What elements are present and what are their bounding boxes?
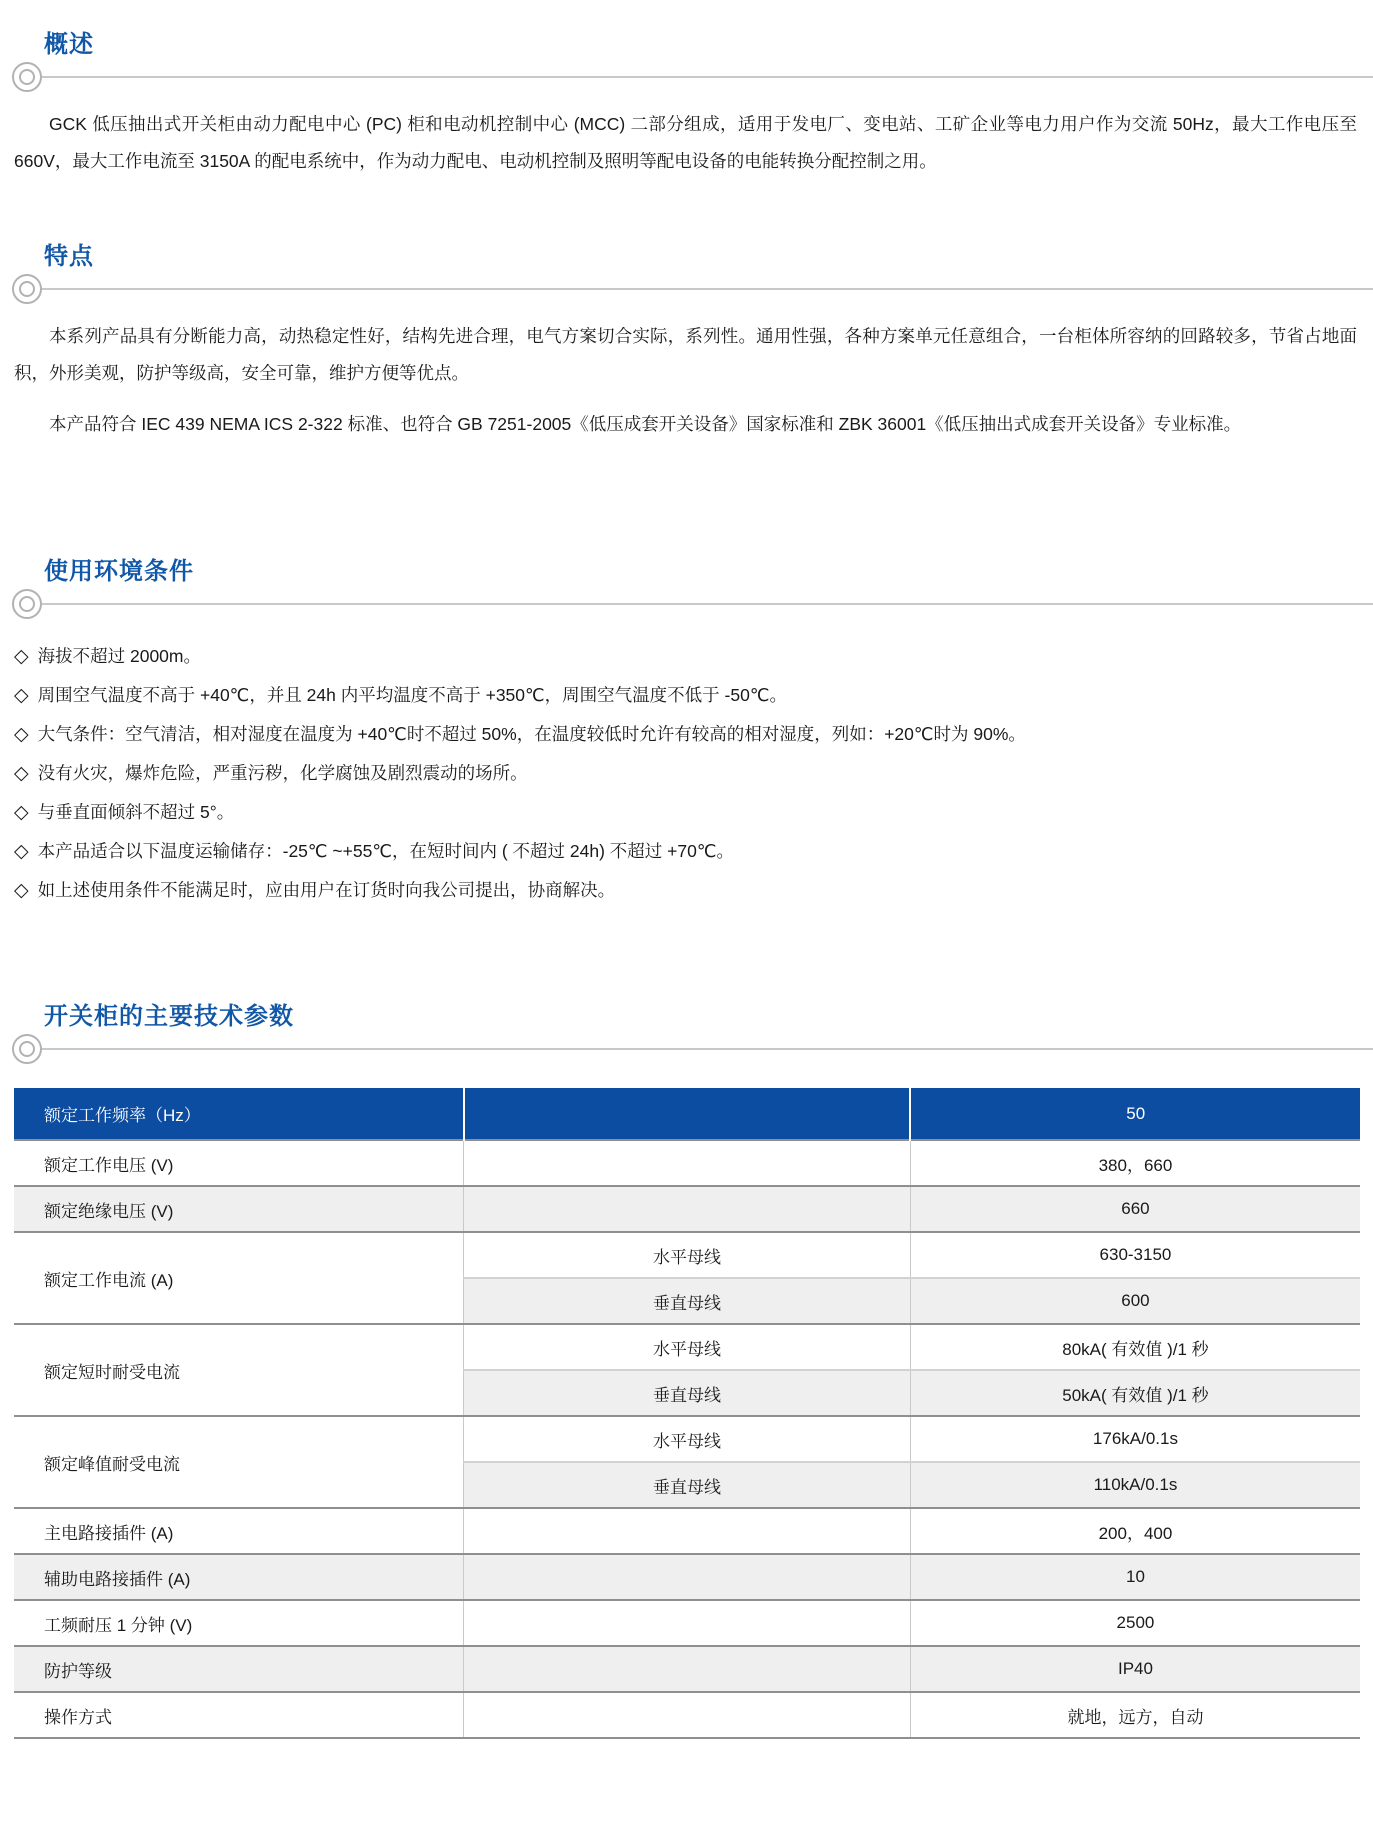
row-sub-cell: 水平母线 [464, 1232, 911, 1278]
parameters-rule-row [12, 1034, 1373, 1064]
table-row [14, 1554, 1360, 1600]
environment-item [14, 715, 1357, 754]
row-value-cell: 630-3150 [910, 1232, 1360, 1278]
row-value-cell: IP40 [910, 1646, 1360, 1692]
section-features [0, 236, 1373, 443]
row-label-cell: 主电路接插件 (A) [14, 1508, 464, 1554]
ring-icon [12, 62, 42, 92]
overview-paragraph: GCK 低压抽出式开关柜由动力配电中心 (PC) 柜和电动机控制中心 (MCC) 二部分组成，适用于发电厂、变电站、工矿企业等电力用户作为交流 50Hz，最大工作电压至 660V，最大工作电流至 3150A 的配电系统中，作为动力配电、电动机控制及照明等配电设备的电能转换分配控制之用。 [14, 114, 1357, 171]
horizontal-rule [42, 288, 1373, 290]
row-value-cell: 380，660 [910, 1140, 1360, 1186]
row-label-cell: 工频耐压 1 分钟 (V) [14, 1600, 464, 1646]
features-header [0, 236, 1373, 304]
environment-item-text: 与垂直面倾斜不超过 5°。 [37, 802, 235, 822]
row-label-cell: 额定峰值耐受电流 [14, 1416, 464, 1508]
diamond-bullet-icon: ◇ [14, 763, 29, 784]
table-row [14, 1416, 1360, 1462]
environment-item [14, 676, 1357, 715]
table-header-row [14, 1088, 1360, 1140]
row-label-cell: 额定工作电压 (V) [14, 1140, 464, 1186]
section-overview [0, 0, 1373, 180]
diamond-bullet-icon: ◇ [14, 880, 29, 901]
table-row [14, 1646, 1360, 1692]
row-sub-cell [464, 1508, 911, 1554]
row-label-cell: 防护等级 [14, 1646, 464, 1692]
environment-item [14, 793, 1357, 832]
row-label-cell: 辅助电路接插件 (A) [14, 1554, 464, 1600]
environment-item-text: 没有火灾，爆炸危险，严重污秽，化学腐蚀及剧烈震动的场所。 [37, 763, 528, 783]
environment-item-text: 大气条件：空气清洁，相对湿度在温度为 +40℃时不超过 50%，在温度较低时允许有较高的相对湿度，列如：+20℃时为 90%。 [37, 724, 1026, 744]
overview-header [0, 24, 1373, 92]
section-parameters [0, 996, 1373, 1739]
horizontal-rule [42, 603, 1373, 605]
diamond-bullet-icon: ◇ [14, 724, 29, 745]
features-paragraph-1: 本系列产品具有分断能力高，动热稳定性好，结构先进合理，电气方案切合实际，系列性。通用性强，各种方案单元任意组合，一台柜体所容纳的回路较多，节省占地面积，外形美观，防护等级高，安全可靠，维护方便等优点。 [14, 326, 1357, 383]
features-paragraph-2: 本产品符合 IEC 439 NEMA ICS 2-322 标准、也符合 GB 7251-2005《低压成套开关设备》国家标准和 ZBK 36001《低压抽出式成套开关设备》专业标准。 [49, 414, 1242, 434]
row-sub-cell: 水平母线 [464, 1416, 911, 1462]
row-value-cell: 50kA( 有效值 )/1 秒 [910, 1370, 1360, 1416]
horizontal-rule [42, 1048, 1373, 1050]
row-sub-cell: 垂直母线 [464, 1462, 911, 1508]
environment-item [14, 871, 1357, 910]
row-value-cell: 600 [910, 1278, 1360, 1324]
horizontal-rule [42, 76, 1373, 78]
diamond-bullet-icon: ◇ [14, 802, 29, 823]
row-value-cell: 就地，远方，自动 [910, 1692, 1360, 1738]
row-label-cell: 额定工作电流 (A) [14, 1232, 464, 1324]
overview-title: 概述 [44, 31, 94, 58]
ring-icon [12, 589, 42, 619]
table-row [14, 1186, 1360, 1232]
row-value-cell: 200，400 [910, 1508, 1360, 1554]
environment-item-text: 本产品适合以下温度运输储存：-25℃ ~+55℃，在短时间内 ( 不超过 24h) 不超过 +70℃。 [37, 841, 734, 861]
table-row [14, 1692, 1360, 1738]
row-sub-cell [464, 1692, 911, 1738]
table-row [14, 1232, 1360, 1278]
header-label-cell: 额定工作频率（Hz） [14, 1088, 464, 1140]
ring-inner-icon [19, 281, 35, 297]
ring-inner-icon [19, 1041, 35, 1057]
ring-icon [12, 1034, 42, 1064]
row-sub-cell [464, 1646, 911, 1692]
row-sub-cell [464, 1186, 911, 1232]
row-value-cell: 10 [910, 1554, 1360, 1600]
overview-rule-row [12, 62, 1373, 92]
section-environment [0, 551, 1373, 910]
ring-inner-icon [19, 596, 35, 612]
table-row [14, 1140, 1360, 1186]
diamond-bullet-icon: ◇ [14, 646, 29, 667]
row-sub-cell: 垂直母线 [464, 1370, 911, 1416]
row-sub-cell [464, 1554, 911, 1600]
row-value-cell: 110kA/0.1s [910, 1462, 1360, 1508]
environment-item-text: 海拔不超过 2000m。 [37, 646, 201, 666]
row-sub-cell: 垂直母线 [464, 1278, 911, 1324]
row-value-cell: 2500 [910, 1600, 1360, 1646]
diamond-bullet-icon: ◇ [14, 685, 29, 706]
environment-item-text: 如上述使用条件不能满足时，应由用户在订货时向我公司提出，协商解决。 [37, 880, 616, 900]
environment-title: 使用环境条件 [44, 558, 194, 585]
table-row [14, 1324, 1360, 1370]
row-value-cell: 660 [910, 1186, 1360, 1232]
environment-header [0, 551, 1373, 619]
environment-rule-row [12, 589, 1373, 619]
parameters-title: 开关柜的主要技术参数 [44, 1003, 294, 1030]
environment-item [14, 754, 1357, 793]
row-sub-cell: 水平母线 [464, 1324, 911, 1370]
features-rule-row [12, 274, 1373, 304]
table-row [14, 1600, 1360, 1646]
features-title: 特点 [44, 243, 94, 270]
row-sub-cell [464, 1600, 911, 1646]
diamond-bullet-icon: ◇ [14, 841, 29, 862]
header-value-cell: 50 [910, 1088, 1360, 1140]
table-row [14, 1508, 1360, 1554]
row-label-cell: 操作方式 [14, 1692, 464, 1738]
row-value-cell: 176kA/0.1s [910, 1416, 1360, 1462]
ring-icon [12, 274, 42, 304]
parameters-table [14, 1088, 1360, 1739]
environment-item [14, 832, 1357, 871]
ring-inner-icon [19, 69, 35, 85]
environment-item [14, 637, 1357, 676]
row-label-cell: 额定短时耐受电流 [14, 1324, 464, 1416]
row-value-cell: 80kA( 有效值 )/1 秒 [910, 1324, 1360, 1370]
row-label-cell: 额定绝缘电压 (V) [14, 1186, 464, 1232]
parameters-header [0, 996, 1373, 1064]
environment-list [14, 637, 1357, 910]
header-sub-cell [464, 1088, 911, 1140]
environment-item-text: 周围空气温度不高于 +40℃，并且 24h 内平均温度不高于 +350℃，周围空气温度不低于 -50℃。 [37, 685, 787, 705]
row-sub-cell [464, 1140, 911, 1186]
